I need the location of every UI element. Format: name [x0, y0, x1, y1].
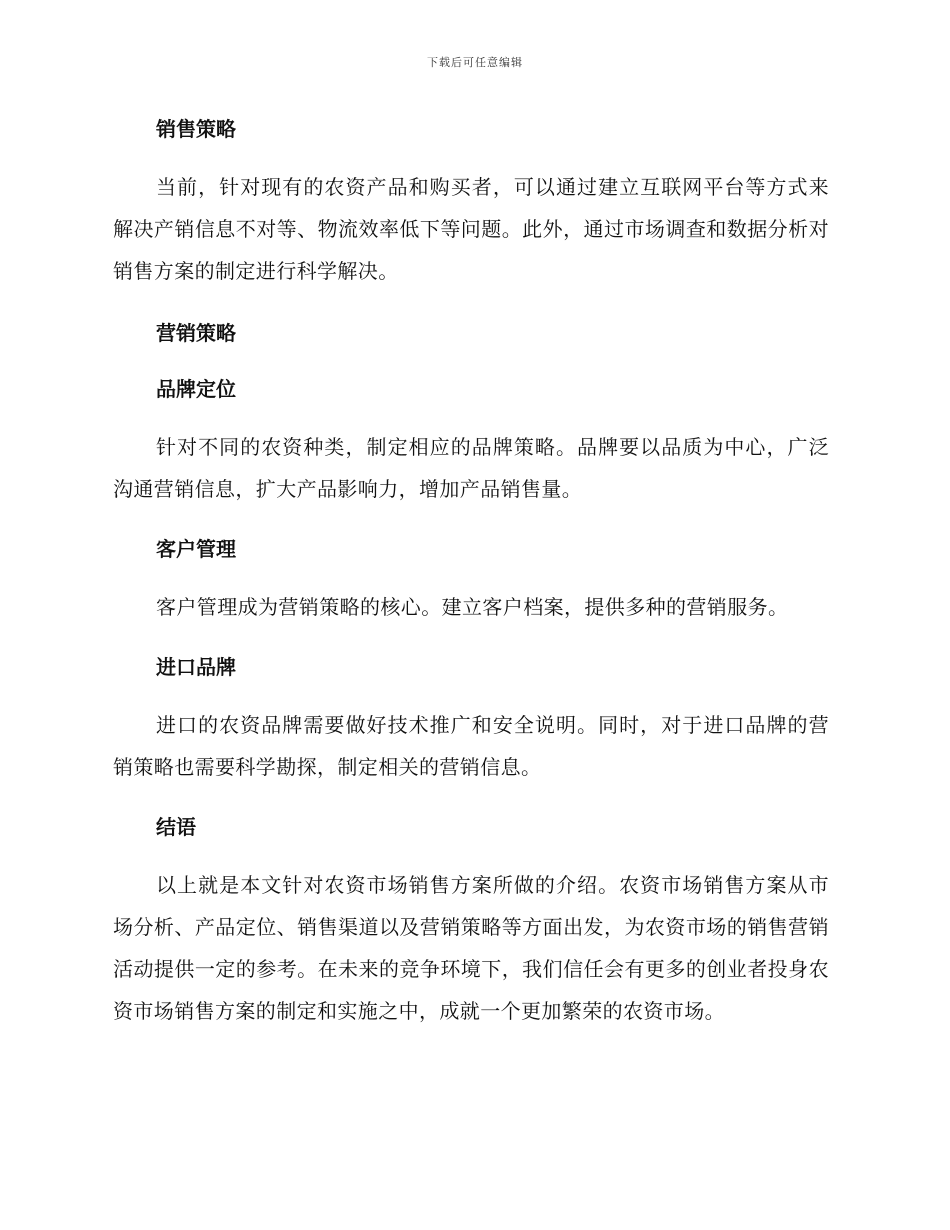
section-paragraph-customer-management: 客户管理成为营销策略的核心。建立客户档案，提供多种的营销服务。 — [156, 595, 789, 619]
section-heading-marketing-strategy: 营销策略 — [156, 321, 236, 345]
section-heading-customer-management: 客户管理 — [156, 537, 236, 561]
section-heading-brand-positioning: 品牌定位 — [156, 377, 236, 401]
section-heading-imported-brands: 进口品牌 — [156, 655, 236, 679]
document-body — [113, 110, 829, 1032]
page-header: 下载后可任意编辑 — [427, 56, 523, 69]
section-paragraph-brand-positioning: 针对不同的农资种类，制定相应的品牌策略。品牌要以品质为中心，广泛沟通营销信息，扩大产品影响力，增加产品销售量。 — [113, 435, 829, 501]
section-paragraph-sales-strategy: 当前，针对现有的农资产品和购买者，可以通过建立互联网平台等方式来解决产销信息不对等、物流效率低下等问题。此外，通过市场调查和数据分析对销售方案的制定进行科学解决。 — [113, 175, 829, 283]
section-paragraph-conclusion: 以上就是本文针对农资市场销售方案所做的介绍。农资市场销售方案从市场分析、产品定位、销售渠道以及营销策略等方面出发，为农资市场的销售营销活动提供一定的参考。在未来的竞争环境下，我们信任会有更多的创业者投身农资市场销售方案的制定和实施之中，成就一个更加繁荣的农资市场。 — [113, 873, 829, 1023]
section-paragraph-imported-brands: 进口的农资品牌需要做好技术推广和安全说明。同时，对于进口品牌的营销策略也需要科学勘探，制定相关的营销信息。 — [113, 713, 829, 779]
section-heading-conclusion: 结语 — [156, 815, 196, 839]
section-heading-sales-strategy: 销售策略 — [156, 117, 236, 141]
